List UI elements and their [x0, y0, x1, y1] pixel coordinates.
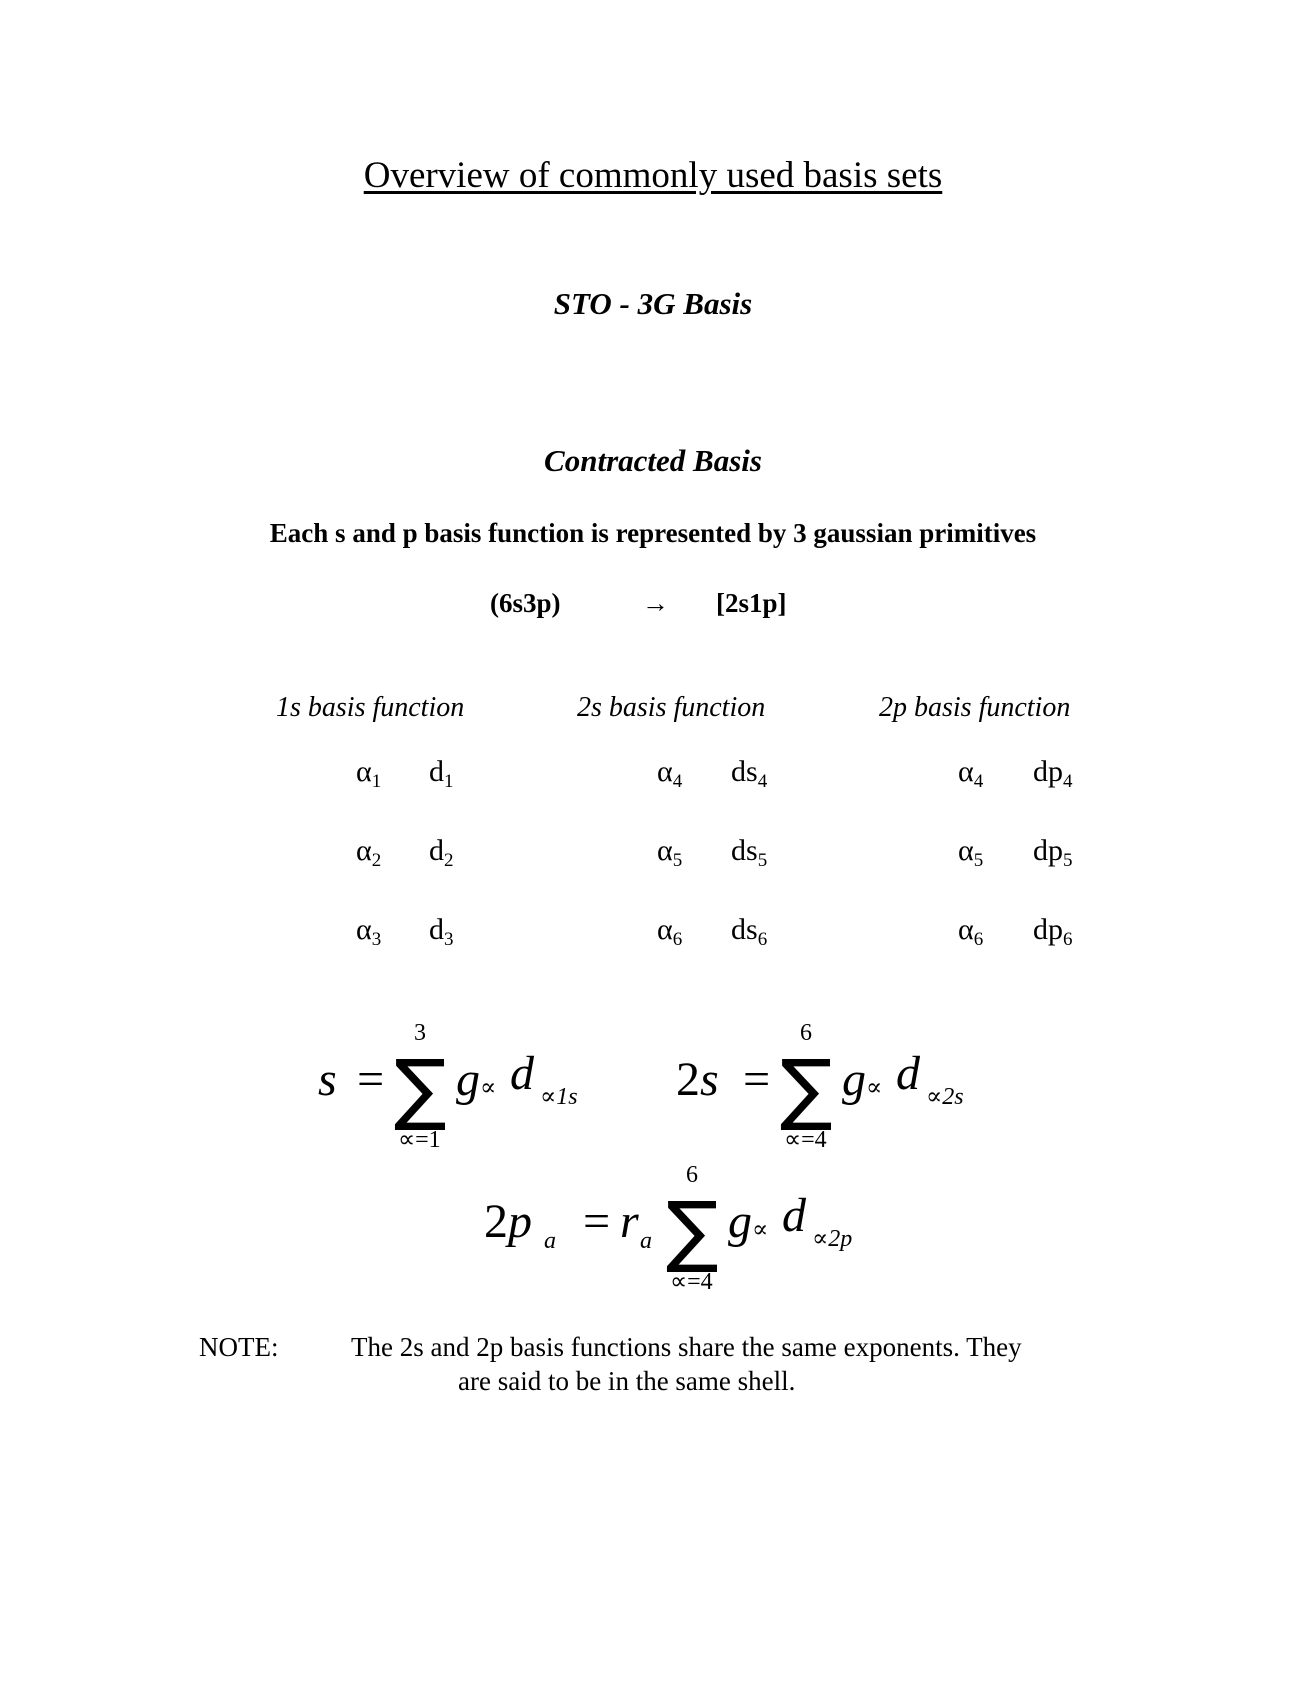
sum-upper-limit: 6 [686, 1162, 698, 1188]
coefficient-cell: $ds_4$ [731, 755, 768, 792]
contraction-arrow: → [642, 588, 669, 618]
exponent-cell: $\alpha_6$ [958, 913, 984, 950]
equals-sign: = [740, 1053, 773, 1106]
page-title-text: Overview of commonly used basis sets [363, 155, 943, 196]
r-subscript: a [640, 1228, 652, 1254]
coefficient-cell: $dp_5$ [1033, 834, 1073, 871]
sum-lower-limit: ∝=4 [784, 1127, 827, 1153]
column-heading-2s: 2s basis function [577, 692, 766, 723]
equation-2s-lhs: 2s [676, 1053, 719, 1106]
gaussian-g: g∝ [842, 1053, 883, 1106]
exponent-cell: $\alpha_6$ [657, 913, 683, 950]
coefficient-cell: $ds_6$ [731, 913, 768, 950]
sum-lower-limit: ∝=1 [398, 1127, 441, 1153]
exponent-cell: $\alpha_2$ [356, 834, 382, 871]
lhs-subscript: a [544, 1228, 556, 1254]
description-text: Each s and p basis function is represented by 3 gaussian primitives [269, 518, 1037, 548]
sum-upper-limit: 3 [414, 1020, 426, 1046]
gaussian-g: g∝ [728, 1195, 769, 1248]
note-label: NOTE: [199, 1332, 279, 1362]
coefficient-subscript: ∝1s [540, 1084, 578, 1110]
summation-sign: ∑ [666, 1186, 719, 1276]
exponent-cell: $\alpha_5$ [657, 834, 683, 871]
equation-s-lhs: s [318, 1053, 337, 1106]
coefficient-d: d [782, 1189, 806, 1242]
equals-sign: = [580, 1195, 613, 1248]
coefficient-subscript: ∝2s [926, 1084, 964, 1110]
equation-2p-lhs: 2p [484, 1195, 532, 1248]
exponent-cell: $\alpha_4$ [958, 755, 984, 792]
equals-sign: = [354, 1053, 387, 1106]
coefficient-cell: $dp_4$ [1033, 755, 1073, 792]
note-line-1: The 2s and 2p basis functions share the same exponents. They [351, 1332, 1022, 1362]
sum-lower-limit: ∝=4 [670, 1269, 713, 1295]
sum-upper-limit: 6 [800, 1020, 812, 1046]
primitive-set: (6s3p) [490, 588, 561, 618]
column-heading-1s: 1s basis function [276, 692, 465, 723]
radial-r: r [620, 1195, 639, 1248]
contracted-basis-heading: Contracted Basis [544, 443, 762, 478]
exponent-cell: $\alpha_3$ [356, 913, 382, 950]
page-title [0, 154, 1306, 197]
coefficient-d: d [510, 1047, 534, 1100]
exponent-cell: $\alpha_5$ [958, 834, 984, 871]
note-line-2: are said to be in the same shell. [458, 1366, 796, 1396]
exponent-cell: $\alpha_4$ [657, 755, 683, 792]
coefficient-cell: $d_2$ [429, 834, 454, 871]
coefficient-cell: $d_1$ [429, 755, 454, 792]
contracted-set: [2s1p] [716, 588, 787, 618]
column-heading-2p: 2p basis function [879, 692, 1071, 723]
gaussian-g: g∝ [456, 1053, 497, 1106]
summation-sign: ∑ [780, 1044, 833, 1134]
coefficient-cell: $ds_5$ [731, 834, 768, 871]
coefficient-cell: $dp_6$ [1033, 913, 1073, 950]
coefficient-subscript: ∝2p [812, 1226, 853, 1252]
exponent-cell: $\alpha_1$ [356, 755, 382, 792]
coefficient-cell: $d_3$ [429, 913, 454, 950]
basis-set-name: STO - 3G Basis [553, 286, 753, 321]
coefficient-d: d [896, 1047, 920, 1100]
summation-sign: ∑ [394, 1044, 447, 1134]
